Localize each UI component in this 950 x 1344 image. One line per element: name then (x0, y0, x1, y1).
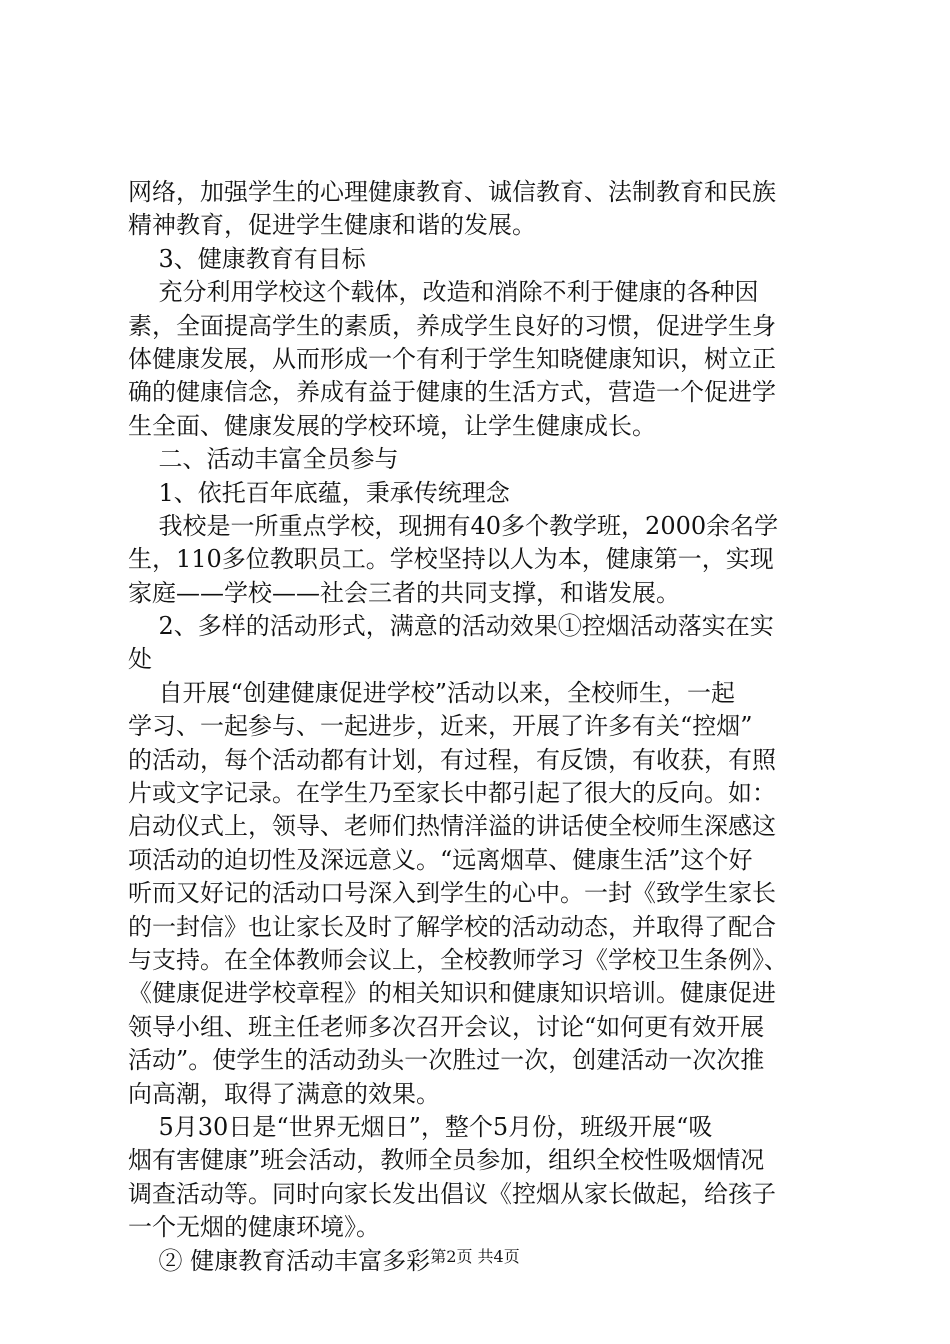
text-line: 自开展“创建健康促进学校”活动以来，全校师生，一起 (128, 678, 736, 707)
text-line: 家庭——学校——社会三者的共同支撑，和谐发展。 (128, 578, 680, 607)
text-line: 烟有害健康”班会活动，教师全员参加，组织全校性吸烟情况 (128, 1146, 765, 1175)
text-line: 的一封信》也让家长及时了解学校的活动动态，并取得了配合 (128, 912, 776, 941)
text-line: 与支持。在全体教师会议上，全校教师学习《学校卫生条例》、 (128, 945, 788, 974)
text-line: 一个无烟的健康环境》。 (128, 1213, 380, 1242)
page-footer (0, 1244, 950, 1267)
text-line: 素，全面提高学生的素质，养成学生良好的习惯，促进学生身 (128, 311, 776, 340)
text-line: 向高潮，取得了满意的效果。 (128, 1079, 440, 1108)
text-line: 我校是一所重点学校，现拥有40多个教学班，2000余名学 (128, 511, 779, 540)
text-line: 项活动的迫切性及深远意义。“远离烟草、健康生活”这个好 (128, 845, 753, 874)
section-heading: ② 健康教育活动丰富多彩 (128, 1246, 431, 1275)
text-line: 体健康发展，从而形成一个有利于学生知晓健康知识，树立正 (128, 344, 776, 373)
text-line: 的活动，每个活动都有计划，有过程，有反馈，有收获，有照 (128, 745, 776, 774)
section-heading: 1、依托百年底蕴，秉承传统理念 (128, 478, 510, 507)
text-line: 《健康促进学校章程》的相关知识和健康知识培训。健康促进 (128, 979, 776, 1008)
section-heading: 3、健康教育有目标 (128, 244, 366, 273)
text-line: 确的健康信念，养成有益于健康的生活方式，营造一个促进学 (128, 378, 776, 407)
text-line: 听而又好记的活动口号深入到学生的心中。一封《致学生家长 (128, 879, 776, 908)
text-line: 片或文字记录。在学生乃至家长中都引起了很大的反向。如： (128, 779, 776, 808)
text-line: 精神教育，促进学生健康和谐的发展。 (128, 211, 536, 240)
text-line: 生全面、健康发展的学校环境，让学生健康成长。 (128, 411, 656, 440)
text-line: 5月30日是“世界无烟日”，整个5月份，班级开展“吸 (128, 1112, 713, 1141)
text-line: 生，110多位教职员工。学校坚持以人为本，健康第一，实现 (128, 545, 774, 574)
text-line: 调查活动等。同时向家长发出倡议《控烟从家长做起，给孩子 (128, 1179, 776, 1208)
text-line: 网络，加强学生的心理健康教育、诚信教育、法制教育和民族 (128, 178, 776, 206)
text-line: 学习、一起参与、一起进步，近来，开展了许多有关“控烟” (128, 712, 753, 741)
body-text (128, 176, 828, 1278)
text-line: 活动”。使学生的活动劲头一次胜过一次，创建活动一次次推 (128, 1046, 765, 1075)
section-heading: 二、活动丰富全员参与 (128, 445, 399, 474)
text-line: 领导小组、班主任老师多次召开会议，讨论“如何更有效开展 (128, 1012, 765, 1041)
text-line: 启动仪式上，领导、老师们热情洋溢的讲话使全校师生深感这 (128, 812, 776, 841)
text-line: 充分利用学校这个载体，改造和消除不利于健康的各种因 (128, 278, 759, 307)
section-heading: 2、多样的活动形式，满意的活动效果①控烟活动落实在实 (128, 612, 774, 641)
text-line: 处 (128, 645, 152, 674)
page-number-label: 第2页 共4页 (430, 1247, 520, 1266)
